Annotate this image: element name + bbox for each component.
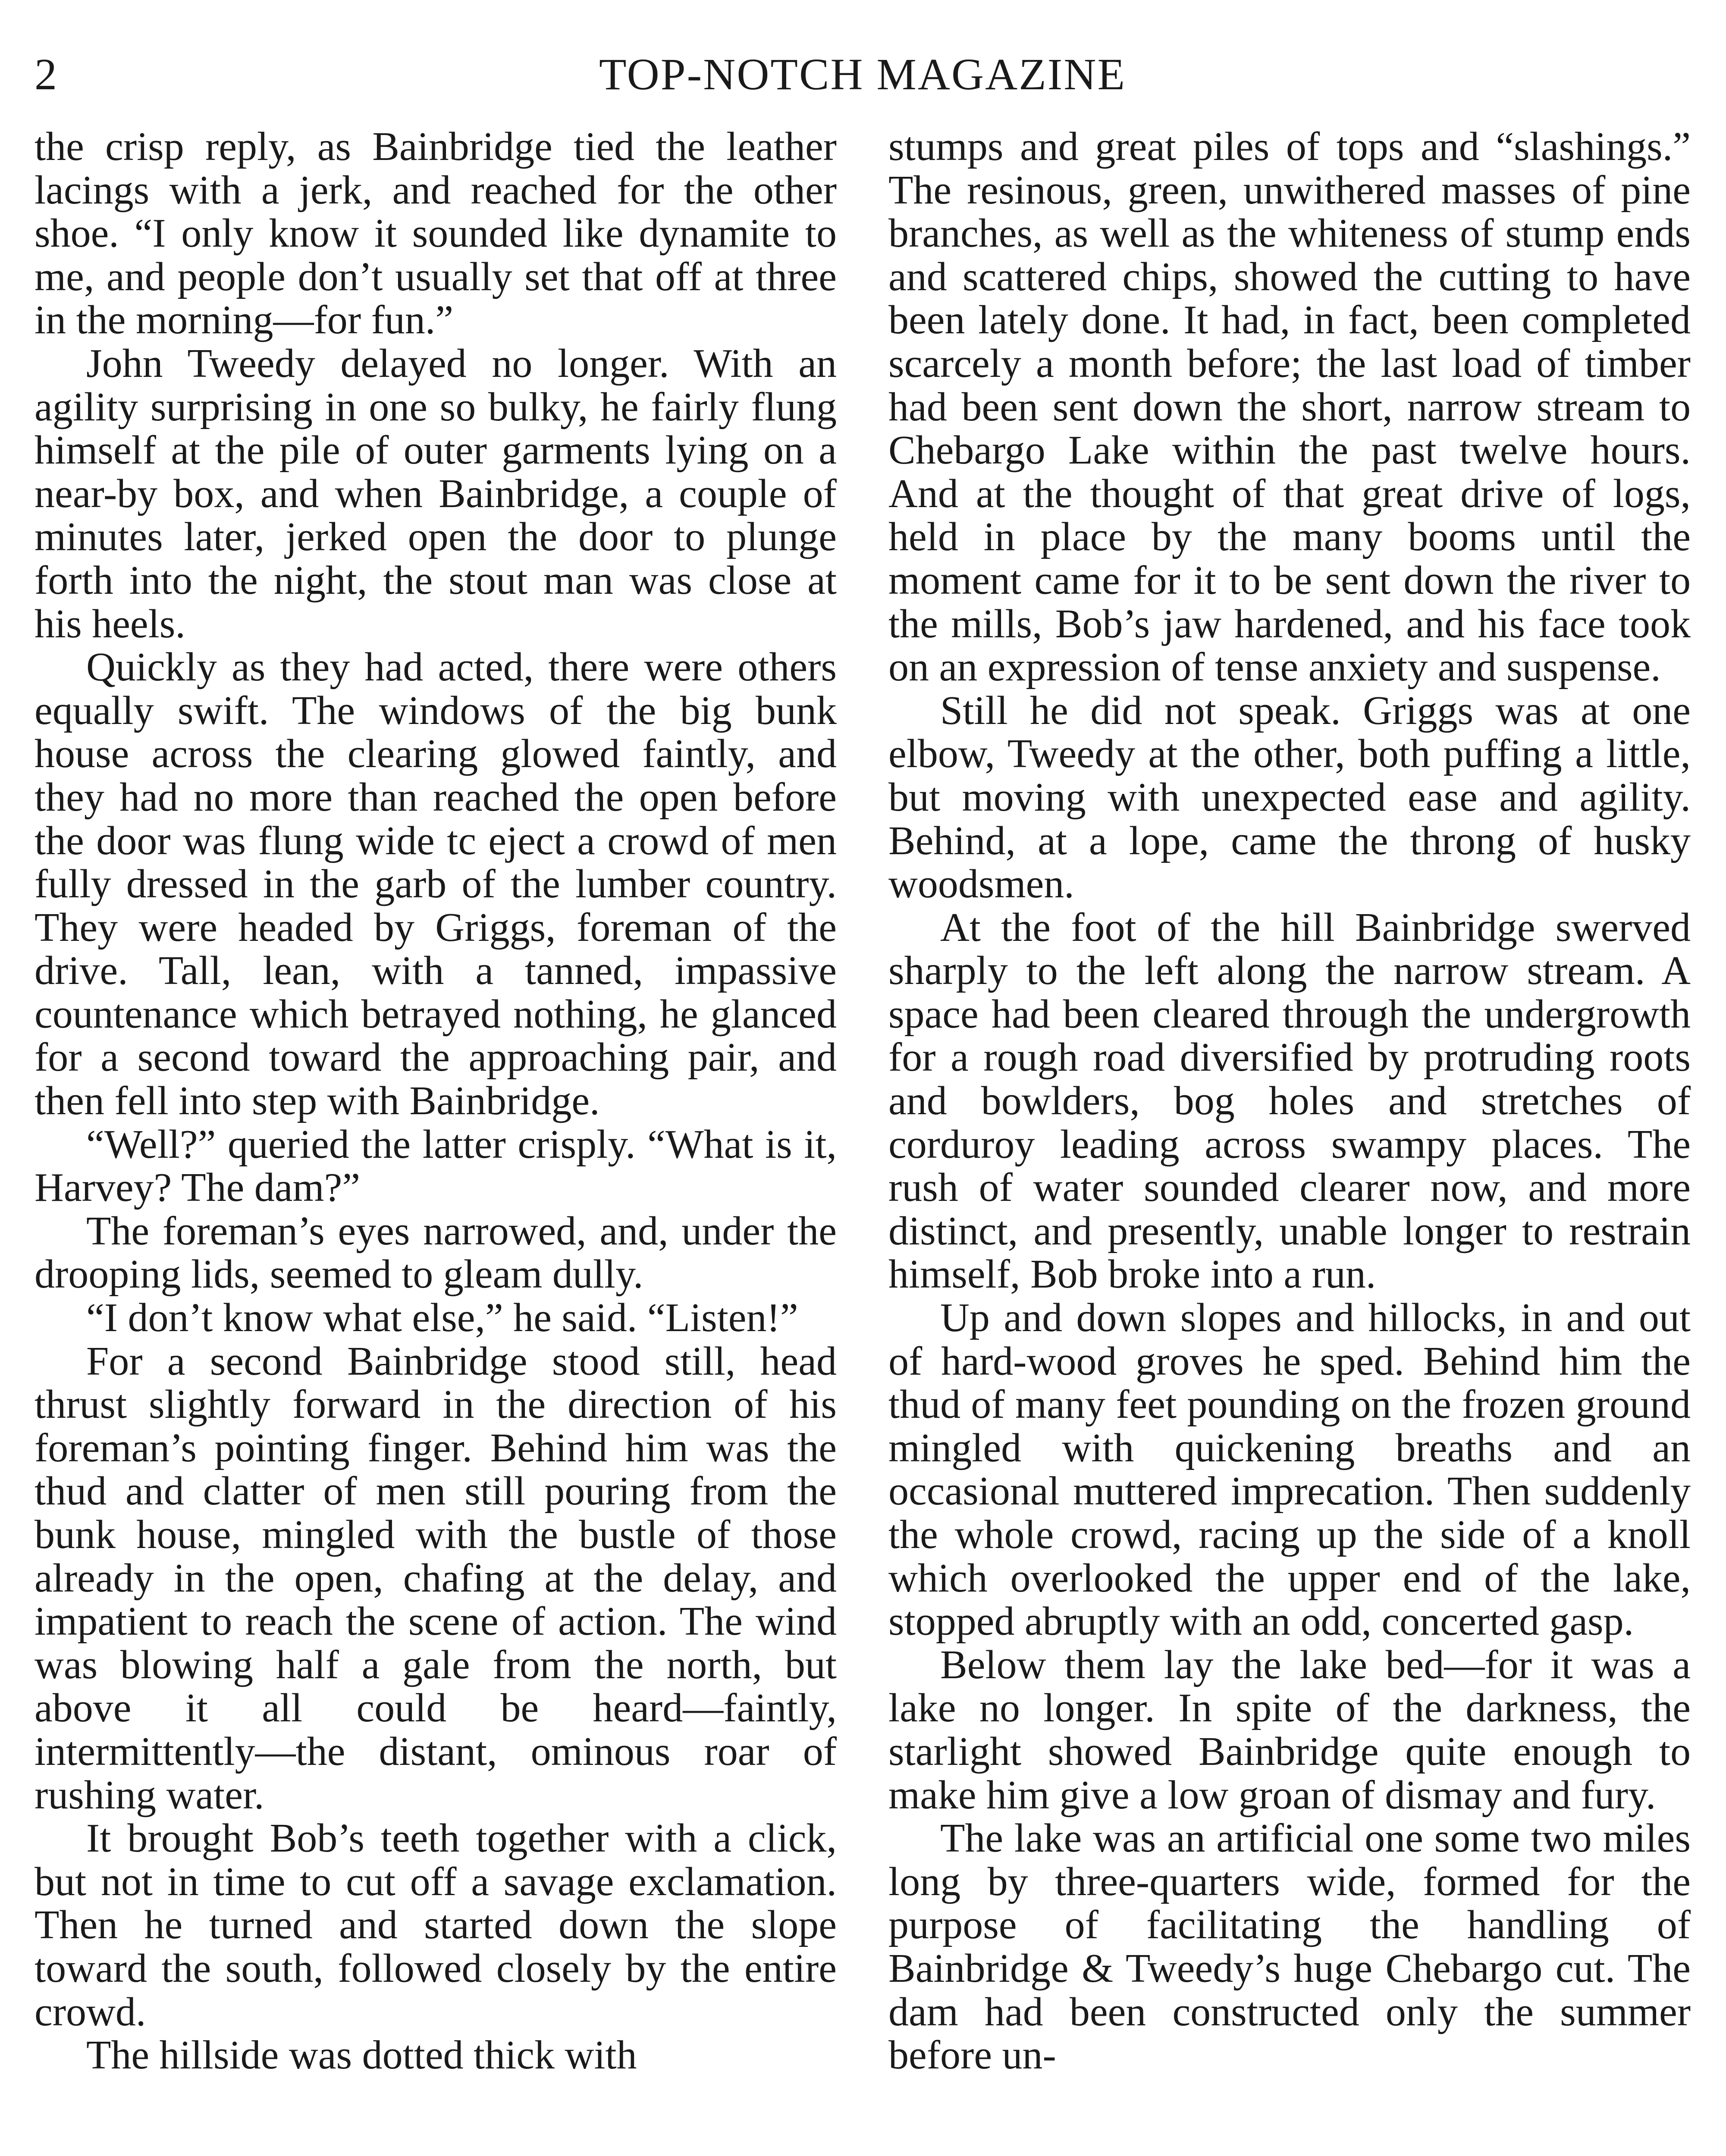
paragraph: Below them lay the lake bed—for it was a lake no longer. In spite of the darkness, the starlight showed Bainbridge quite enough to make him give a low groan of dismay and fury. xyxy=(888,1642,1691,1818)
page-number: 2 xyxy=(35,50,57,99)
paragraph: the crisp reply, as Bainbridge tied the leather lacings with a jerk, and reached for the other shoe. “I only know it sounded like dynamite to me, and people don’t usually set that off at three in the morning—for fun.” xyxy=(35,125,837,343)
paragraph: “Well?” queried the latter crisply. “What is it, Harvey? The dam?” xyxy=(35,1122,837,1210)
paragraph: Quickly as they had acted, there were others equally swift. The windows of the big bunk house across the clearing glowed faintly, and they had no more than reached the open before the door was flung wide tc eject a crowd of men fully dressed in the garb of the lumber country. They were headed by Griggs, foreman of the drive. Tall, lean, with a tanned, impassive countenance which betrayed nothing, he glanced for a second toward the approaching pair, and then fell into step with Bainbridge. xyxy=(35,645,837,1124)
paragraph: For a second Bainbridge stood still, head thrust slightly forward in the direction of his foreman’s pointing finger. Behind him was the thud and clatter of men still pouring from the bunk house, mingled with the bustle of those already in the open, chafing at the delay, and impatient to reach the scene of action. The wind was blowing half a gale from the north, but above it all could be heard—faintly, intermittently—the distant, ominous roar of rushing water. xyxy=(35,1338,837,1818)
running-title: TOP-NOTCH MAGAZINE xyxy=(599,50,1127,99)
paragraph: The foreman’s eyes narrowed, and, under the drooping lids, seemed to gleam dully. xyxy=(35,1208,837,1297)
paragraph: At the foot of the hill Bainbridge swerved sharply to the left along the narrow stream. A space had been cleared through the undergrowth for a rough road diversified by protruding roots and bowlders, bog holes and stretches of corduroy leading across swampy places. The rush of water sounded clearer now, and more distinct, and presently, unable longer to restrain himself, Bob broke into a run. xyxy=(888,905,1691,1297)
paragraph: stumps and great piles of tops and “slashings.” The resinous, green, unwithered masses of pine branches, as well as the whiteness of stump ends and scattered chips, showed the cutting to have been lately done. It had, in fact, been completed scarcely a month before; the last load of timber had been sent down the short, narrow stream to Chebargo Lake within the past twelve hours. And at the thought of that great drive of logs, held in place by the many booms until the moment came for it to be sent down the river to the mills, Bob’s jaw hardened, and his face took on an expression of tense anxiety and suspense. xyxy=(888,125,1691,690)
paragraph: Up and down slopes and hillocks, in and out of hard-wood groves he sped. Behind him the thud of many feet pounding on the frozen ground mingled with quickening breaths and an occasional muttered imprecation. Then suddenly the whole crowd, racing up the side of a knoll which overlooked the upper end of the lake, stopped abruptly with an odd, concerted gasp. xyxy=(888,1295,1691,1644)
paragraph: “I don’t know what else,” he said. “Listen!” xyxy=(86,1295,798,1341)
paragraph: The hillside was dotted thick with xyxy=(86,2033,637,2078)
paragraph: Still he did not speak. Griggs was at one elbow, Tweedy at the other, both puffing a little, but moving with unexpected ease and agility. Behind, at a lope, came the throng of husky woodsmen. xyxy=(888,688,1691,907)
paragraph: John Tweedy delayed no longer. With an agility surprising in one so bulky, he fairly flung himself at the pile of outer garments lying on a near-by box, and when Bainbridge, a couple of minutes later, jerked open the door to plunge forth into the night, the stout man was close at his heels. xyxy=(35,341,837,646)
page-header xyxy=(35,47,1691,103)
left-column xyxy=(35,125,837,2156)
paragraph: It brought Bob’s teeth together with a click, but not in time to cut off a savage exclamation. Then he turned and started down the slope toward the south, followed closely by the entire crowd. xyxy=(35,1816,837,2034)
right-column xyxy=(888,125,1691,2156)
paragraph: The lake was an artificial one some two miles long by three-quarters wide, formed for the purpose of facilitating the handling of Bainbridge & Tweedy’s huge Chebargo cut. The dam had been constructed only the summer before un- xyxy=(888,1816,1691,2078)
